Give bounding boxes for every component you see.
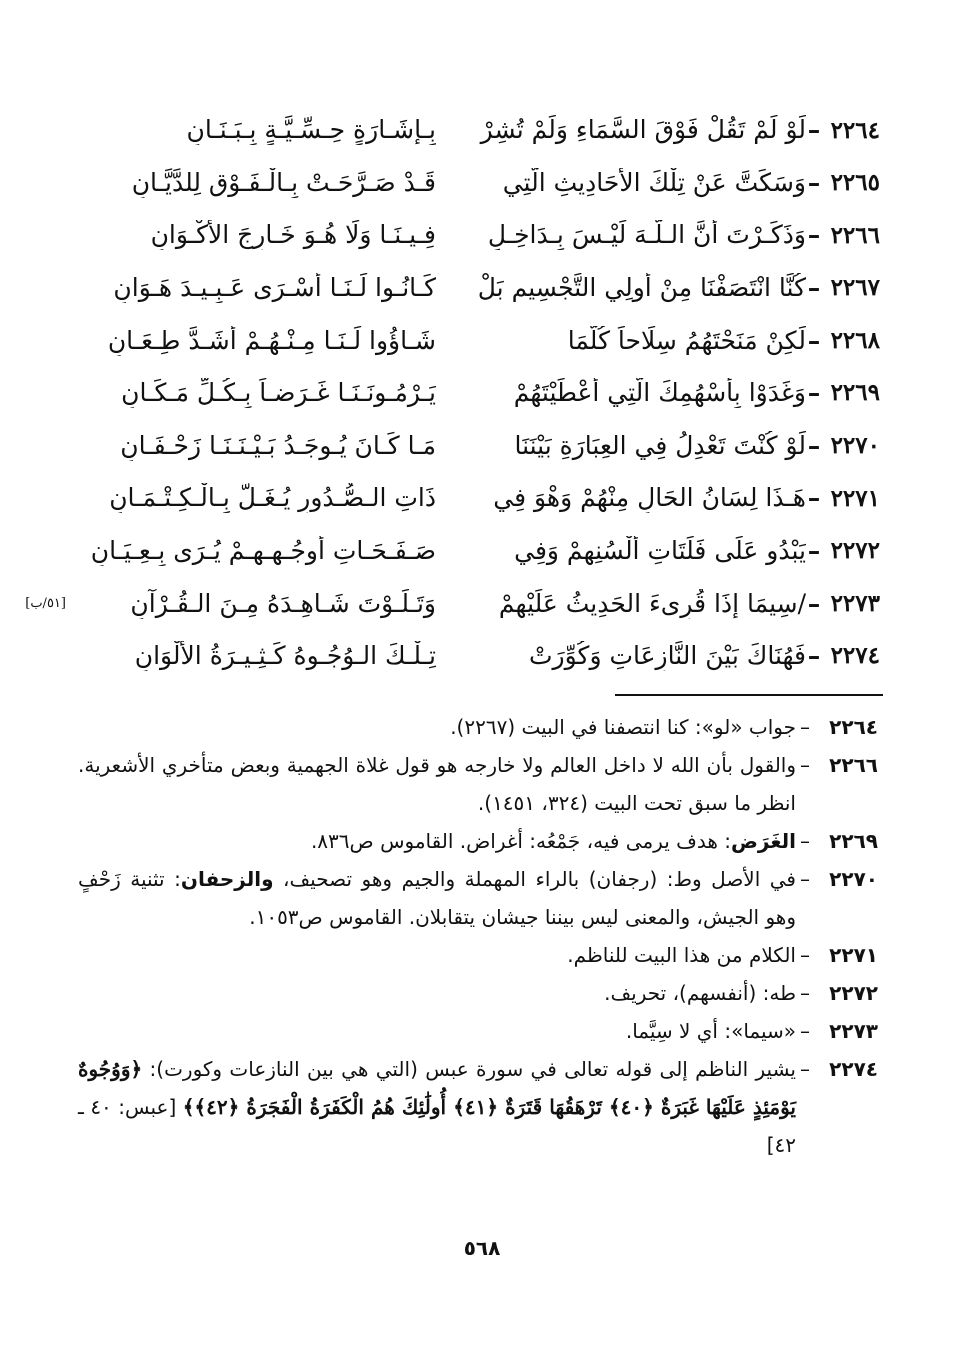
- footnote-segment: : تثنية زَحْفٍ وهو الجيش، والمعنى ليس بيننا جيشان يتقابلان. القاموس ص١٠٥٣.: [78, 867, 796, 929]
- verse-dash: –: [807, 273, 821, 303]
- footnote-segment: [عبس: ٤٠ ـ ٤٢]: [78, 1095, 796, 1157]
- verse-number: ٢٢٦٦: [830, 221, 880, 249]
- verse-number: ٢٢٦٧: [830, 274, 880, 302]
- verse-second-hemistich: مَـا كَـانَ يُـوجَـدُ بَـيْـنَـنَـا زَحْـفَـانِ: [120, 430, 436, 460]
- verse-line: [70, 367, 880, 420]
- verse-second-hemistich: يَـرْمُـونَـنَـا غَـرَضـاً بِـكُـلِّ مَـكَـانِ: [121, 378, 436, 408]
- verse-second-hemistich: تِـلْـكَ الـوُجُـوهُ كَـثِـيـرَةُ الأَلْوَانِ: [134, 641, 436, 671]
- footnote-number: ٢٢٦٦: [829, 753, 878, 777]
- footnote-number: ٢٢٦٤: [829, 715, 878, 739]
- verse-first-hemistich: لَكِنْ مَنَحْتَهُمُ سِلَاحاً كُلَّمَا: [567, 325, 806, 355]
- verse-number: ٢٢٦٥: [830, 169, 880, 197]
- footnote-segment: في الأصل وط: (رجفان) بالراء المهملة والجيم وهو تصحيف،: [273, 867, 796, 891]
- footnote-dash: –: [800, 753, 810, 777]
- verse-number: ٢٢٧٣: [830, 589, 880, 617]
- verse-line: [70, 630, 880, 683]
- footnote-dash: –: [800, 943, 810, 967]
- verse-dash: –: [807, 641, 821, 671]
- verse-line: [25, 577, 880, 630]
- footnote-dash: –: [800, 829, 810, 853]
- verse-dash: –: [807, 430, 821, 460]
- verse-line: [70, 157, 880, 210]
- footnote-text: [78, 708, 796, 746]
- footnote-segment: الكلام من هذا البيت للناظم.: [567, 943, 796, 967]
- footnote-dash: –: [800, 981, 810, 1005]
- footnotes-section: [78, 708, 878, 1164]
- verse-number: ٢٢٧٠: [830, 432, 880, 460]
- verse-dash: –: [807, 325, 821, 355]
- verse-dash: –: [807, 115, 821, 145]
- footnote-dash: –: [800, 867, 810, 891]
- verse-dash: –: [807, 167, 821, 197]
- verse-dash: –: [807, 378, 821, 408]
- footnote-text: [78, 746, 796, 822]
- verse-dash: –: [807, 536, 821, 566]
- verse-second-hemistich: كَـانُـوا لَـنَـا أَسْـرَى عَـبِـيـدَ هَـوَانِ: [113, 273, 436, 303]
- footnote-segment: «سيما»: أي لا سِيَّما.: [625, 1019, 796, 1043]
- verse-first-hemistich: /سِيمَا إِذَا قُرِىءَ الحَدِيثُ عَلَيْهِمْ: [498, 588, 806, 618]
- footnote-separator: [615, 694, 883, 696]
- verse-line: [70, 209, 880, 262]
- verse-first-hemistich: لَوْ كُنْتَ تَعْدِلُ فِي العِبَارَةِ بَيْنَنَا: [514, 430, 806, 460]
- verse-number: ٢٢٧١: [830, 484, 880, 512]
- footnote-segment: والقول بأن الله لا داخل العالم ولا خارجه هو قول غلاة الجهمية وبعض متأخري الأشعرية. انظر ما سبق تحت البيت (٣٢٤، ١٤٥١).: [78, 753, 796, 815]
- verse-first-hemistich: كُنَّا انْتَصَفْنَا مِنْ أُولِي التَّجْسِيمِ بَلْ: [477, 273, 806, 303]
- verse-dash: –: [807, 220, 821, 250]
- verse-first-hemistich: وَغَدَوْا بِأَسْهُمِكَ الَّتِي أَعْطَيْتَهُمْ: [513, 378, 806, 408]
- footnote-text: [78, 822, 796, 860]
- footnote: [78, 822, 878, 860]
- verse-line: [70, 420, 880, 473]
- footnote-keyword: الغَرَض: [731, 829, 796, 853]
- verse-first-hemistich: يَبْدُو عَلَى فَلَتَاتِ أَلْسُنِهِمْ وَفِي: [514, 536, 806, 566]
- verse-first-hemistich: وَذَكَـرْتَ أَنَّ الـلَّـهَ لَيْـسَ بِـدَاخِـلٍ: [487, 220, 806, 250]
- verse-second-hemistich: وَتَـلَـوْتَ شَـاهِـدَهُ مِـنَ الـقُـرْآنِ: [130, 588, 436, 618]
- footnote: [78, 936, 878, 974]
- footnote: [78, 1012, 878, 1050]
- footnote-dash: –: [800, 1019, 810, 1043]
- verse-first-hemistich: فَهُنَاكَ بَيْنَ النَّازِعَاتِ وَكُوِّرَتْ: [529, 641, 806, 671]
- footnote: [78, 860, 878, 936]
- page-number: ٥٦٨: [463, 1236, 501, 1260]
- footnote-dash: –: [800, 715, 810, 739]
- verse-dash: –: [807, 588, 821, 618]
- footnote: [78, 708, 878, 746]
- footnote-segment: طه: (أنفسهم)، تحريف.: [604, 981, 796, 1005]
- footnote: [78, 746, 878, 822]
- footnote-segment: جواب «لو»: كنا انتصفنا في البيت (٢٢٦٧).: [450, 715, 796, 739]
- verse-number: ٢٢٦٤: [830, 116, 880, 144]
- footnote-dash: –: [800, 1057, 810, 1081]
- verse-second-hemistich: صَـفَـحَـاتِ أَوجُـهِـهِـمْ يُـرَى بِـعِـيَـانِ: [90, 536, 436, 566]
- verse-second-hemistich: بِـإِشَـارَةٍ حِـسِّـيَّـةٍ بِـبَـنَـانِ: [186, 115, 436, 145]
- footnote-text: [78, 1012, 796, 1050]
- footnote-number: ٢٢٧٢: [829, 981, 878, 1005]
- verse-number: ٢٢٦٨: [830, 326, 880, 354]
- verse-second-hemistich: شَـاؤُوا لَـنَـا مِـنْـهُـمْ أَشَـدَّ طِـعَـانِ: [107, 325, 436, 355]
- verse-first-hemistich: لَوْ لَمْ تَقُلْ فَوْقَ السَّمَاءِ وَلَمْ تُشِرْ: [480, 115, 806, 145]
- footnote-segment: : هدف يرمى فيه، جَمْعُه: أغراض. القاموس ص٨٣٦.: [310, 829, 731, 853]
- footnote-keyword: والزحفان: [180, 867, 274, 891]
- manuscript-folio-marker: [٥١/ب]: [25, 595, 66, 611]
- verse-first-hemistich: وَسَكَتَّ عَنْ تِلْكَ الأَحَادِيثِ الَّتِي: [502, 167, 806, 197]
- footnote-text: [78, 974, 796, 1012]
- footnote-text: [78, 936, 796, 974]
- footnote-segment: يشير الناظم إلى قوله تعالى في سورة عبس (التي هي بين النازعات وكورت):: [142, 1057, 796, 1081]
- verse-second-hemistich: فِـيـنَـا وَلَا هُـوَ خَـارِجَ الأَكْـوَانِ: [150, 220, 436, 250]
- verse-second-hemistich: قَـدْ صَـرَّحَـتْ بِـالْـفَـوْقِ لِلدَّيَّـانِ: [131, 167, 436, 197]
- verse-number: ٢٢٧٢: [830, 537, 880, 565]
- footnote: [78, 1050, 878, 1164]
- verse-line: [70, 314, 880, 367]
- verse-second-hemistich: ذَاتِ الـصُّـدُورِ يُـغَـلُّ بِـالْـكِـتْـمَـانِ: [109, 483, 436, 513]
- verse-line: [70, 472, 880, 525]
- footnote-number: ٢٢٧١: [829, 943, 878, 967]
- verse-line: [70, 262, 880, 315]
- footnote-number: ٢٢٦٩: [829, 829, 878, 853]
- quran-quote: ﴿وَوُجُوهٌ يَوْمَئِذٍ عَلَيْهَا غَبَرَةٌ ﴿٤٠﴾ تَرْهَقُهَا قَتَرَةٌ ﴿٤١﴾ أُولَٰئِكَ هُمُ الْكَفَرَةُ الْفَجَرَةُ ﴿٤٢﴾﴾: [78, 1057, 797, 1119]
- poem-section: [25, 104, 880, 683]
- footnote-text: [78, 1050, 796, 1164]
- verse-dash: –: [807, 483, 821, 513]
- footnote-number: ٢٢٧٠: [829, 867, 878, 891]
- footnote: [78, 974, 878, 1012]
- footnote-number: ٢٢٧٤: [829, 1057, 878, 1081]
- verse-line: [70, 104, 880, 157]
- footnote-text: [78, 860, 796, 936]
- footnote-number: ٢٢٧٣: [829, 1019, 878, 1043]
- verse-first-hemistich: هَـذَا لِسَانُ الحَالِ مِنْهُمْ وَهْوَ فِي: [493, 483, 806, 513]
- verse-line: [70, 525, 880, 578]
- verse-number: ٢٢٦٩: [830, 379, 880, 407]
- verse-number: ٢٢٧٤: [830, 642, 880, 670]
